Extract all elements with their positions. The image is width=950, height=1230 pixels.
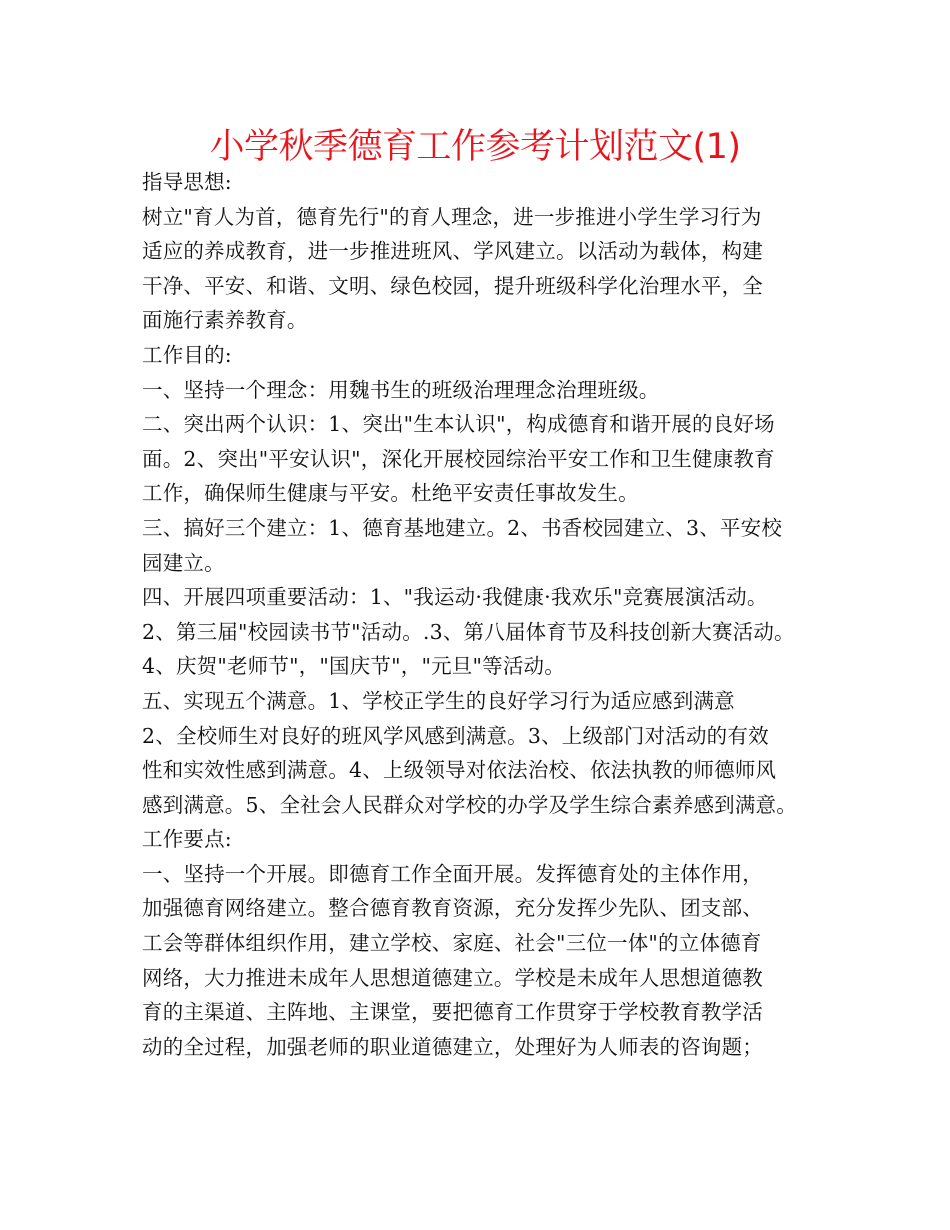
paragraph-line: 2、全校师生对良好的班风学风感到满意。3、上级部门对活动的有效 (142, 723, 769, 748)
paragraph-line: 干净、平安、和谐、文明、绿色校园，提升班级科学化治理水平，全 (142, 273, 763, 298)
paragraph-line: 4、庆贺"老师节"，"国庆节"，"元旦"等活动。 (142, 654, 565, 679)
paragraph-line: 工作要点: (142, 827, 232, 852)
paragraph-line: 五、实现五个满意。1、学校正学生的良好学习行为适应感到满意 (142, 688, 735, 713)
paragraph-line: 四、开展四项重要活动：1、"我运动·我健康·我欢乐"竞赛展演活动。 (142, 585, 768, 610)
paragraph-line: 加强德育网络建立。整合德育教育资源，充分发挥少先队、团支部、 (142, 896, 763, 921)
document-body (142, 165, 832, 1064)
paragraph-line: 工作目的: (142, 342, 232, 367)
paragraph-line: 指导思想: (142, 170, 232, 194)
document-title: 小学秋季德育工作参考计划范文(1) (209, 127, 741, 167)
paragraph-line: 三、搞好三个建立：1、德育基地建立。2、书香校园建立、3、平安校 (142, 515, 783, 540)
paragraph-line: 树立"育人为首，德育先行"的育人理念，进一步推进小学生学习行为 (142, 204, 762, 229)
paragraph-line: 适应的养成教育，进一步推进班风、学风建立。以活动为载体，构建 (142, 239, 763, 264)
paragraph-line: 一、坚持一个开展。即德育工作全面开展。发挥德育处的主体作用， (142, 861, 763, 886)
paragraph-line: 育的主渠道、主阵地、主课堂，要把德育工作贯穿于学校教育教学活 (142, 1000, 763, 1025)
paragraph-line: 2、第三届"校园读书节"活动。.3、第八届体育节及科技创新大赛活动。 (142, 619, 795, 644)
paragraph-line: 性和实效性感到满意。4、上级领导对依法治校、依法执教的师德师风 (142, 758, 777, 783)
paragraph-line: 园建立。 (142, 550, 225, 575)
paragraph-line: 感到满意。5、全社会人民群众对学校的办学及学生综合素养感到满意。 (142, 792, 797, 817)
paragraph-line: 工会等群体组织作用，建立学校、家庭、社会"三位一体"的立体德育 (142, 931, 762, 956)
paragraph-line: 一、坚持一个理念：用魏书生的班级治理理念治理班级。 (142, 377, 660, 402)
paragraph-line: 面施行素养教育。 (142, 308, 308, 333)
paragraph-line: 动的全过程，加强老师的职业道德建立，处理好为人师表的咨询题； (142, 1034, 763, 1059)
paragraph-line: 工作，确保师生健康与平安。杜绝平安责任事故发生。 (142, 481, 639, 506)
paragraph-line: 二、突出两个认识：1、突出"生本认识"，构成德育和谐开展的良好场 (142, 412, 775, 437)
paragraph-line: 网络，大力推进未成年人思想道德建立。学校是未成年人思想道德教 (142, 965, 763, 990)
paragraph-line: 面。2、突出"平安认识"，深化开展校园综治平安工作和卫生健康教育 (142, 446, 775, 471)
